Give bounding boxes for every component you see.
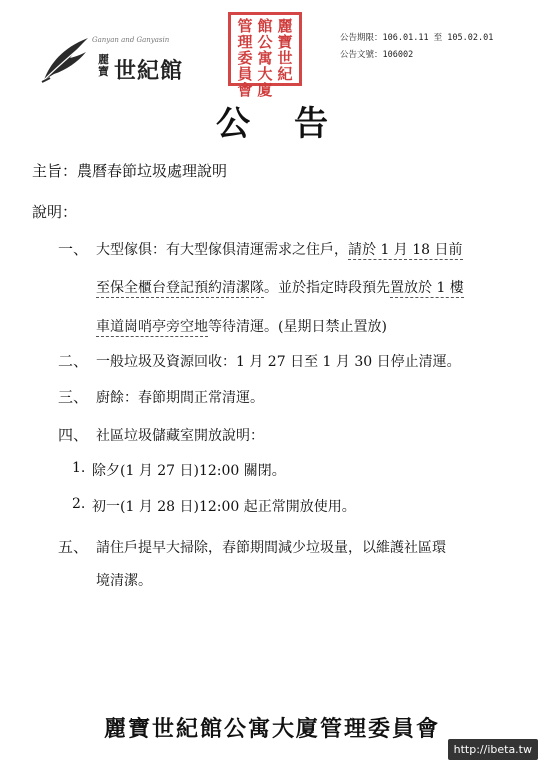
logo xyxy=(40,34,184,86)
logo-script-text: Ganyan and Ganyasin xyxy=(92,36,170,44)
seal-character: 大 xyxy=(257,65,273,83)
seal-character: 公 xyxy=(257,33,273,51)
notice-info xyxy=(340,30,493,64)
page-title: 公告 xyxy=(216,104,372,144)
seal-column xyxy=(275,17,295,83)
seal-character: 寓 xyxy=(257,49,273,67)
item-2-number: 二、 xyxy=(58,352,89,370)
seal-column xyxy=(235,17,255,99)
item-1-line-2: 至保全櫃台登記預約清潔隊。並於指定時段預先置放於 1 樓 xyxy=(96,280,464,296)
seal-character: 廈 xyxy=(257,81,273,99)
description-label: 說明： xyxy=(32,203,78,221)
logo-small-text: 麗寶 xyxy=(98,53,109,78)
committee-seal xyxy=(228,12,302,99)
seal-character: 館 xyxy=(257,17,273,35)
item-2-text: 一般垃圾及資源回收：1 月 27 日至 1 月 30 日停止清運。 xyxy=(96,354,461,370)
item-1-number: 一、 xyxy=(58,240,89,258)
item-3-text: 廚餘：春節期間正常清運。 xyxy=(96,390,264,406)
notice-period: 公告期限：106.01.11 至 105.02.01 xyxy=(340,33,494,43)
seal-character: 寶 xyxy=(277,33,293,51)
seal-column xyxy=(255,17,275,99)
item-4-sub-2-number: 2. xyxy=(72,496,86,512)
footer-signature: 麗寶世紀館公寓大廈管理委員會 xyxy=(103,716,440,742)
seal-character: 員 xyxy=(237,65,253,83)
item-5-line-1: 請住戶提早大掃除，春節期間減少垃圾量，以維護社區環 xyxy=(96,540,446,556)
item-5-line-2: 境清潔。 xyxy=(96,573,152,589)
feather-logo-icon xyxy=(40,34,94,84)
item-5-number: 五、 xyxy=(58,538,89,556)
item-3-number: 三、 xyxy=(58,388,89,406)
item-4-sub-1-text: 除夕(1 月 27 日)12:00 關閉。 xyxy=(92,463,286,479)
seal-character: 管 xyxy=(237,17,253,35)
seal-grid xyxy=(235,17,295,99)
watermark: http://ibeta.tw xyxy=(448,739,538,760)
seal-character: 理 xyxy=(237,33,253,51)
item-4-sub-1-number: 1. xyxy=(72,460,86,476)
seal-character: 世 xyxy=(277,49,293,67)
item-4-text: 社區垃圾儲藏室開放說明： xyxy=(96,428,264,444)
logo-name: 世紀館 xyxy=(114,59,184,84)
item-1-line-3: 車道崗哨亭旁空地等待清運。(星期日禁止置放) xyxy=(96,319,387,335)
item-4-sub-2-text: 初一(1 月 28 日)12:00 起正常開放使用。 xyxy=(92,499,356,515)
item-4-number: 四、 xyxy=(58,426,89,444)
item-1-line-1: 大型傢俱：有大型傢俱清運需求之住戶，請於 1 月 18 日前 xyxy=(96,242,463,258)
seal-character: 紀 xyxy=(277,65,293,83)
subject: 主旨：農曆春節垃圾處理說明 xyxy=(32,162,228,180)
seal-character: 委 xyxy=(237,49,253,67)
notice-doc-number: 公告文號：106002 xyxy=(340,50,414,60)
seal-character: 麗 xyxy=(277,17,293,35)
seal-character: 會 xyxy=(237,81,253,99)
